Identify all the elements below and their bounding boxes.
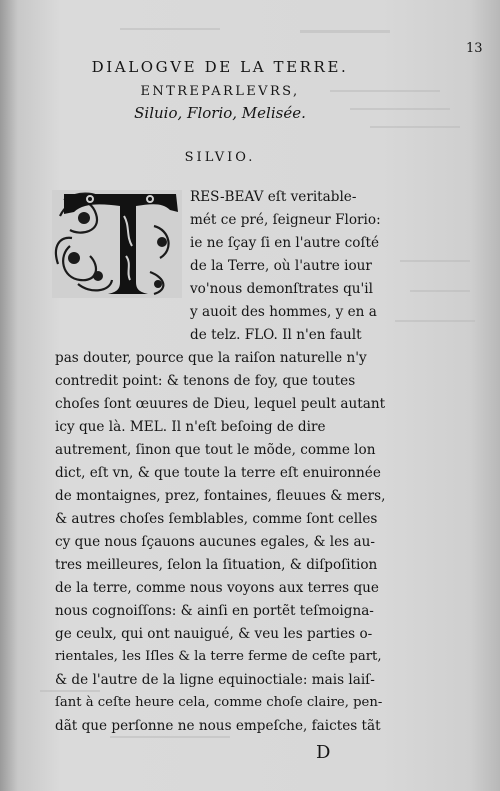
text-line: nous cognoiſſons: & ainſi en portẽt teſmoigna- [55,603,374,619]
text-line: pas douter, pource que la raiſon naturelle n'y [55,350,367,366]
text-line: rientales, les Iſles & la terre ferme de ceſte part, [55,649,382,664]
text-line: dãt que perſonne ne nous empeſche, faictes tãt [55,718,381,734]
text-line: & autres choſes ſemblables, comme ſont celles [55,511,378,527]
signature-mark: D [316,742,331,763]
ornament-dropcap-icon [50,186,184,300]
text-line: de la Terre, où l'autre iour [190,258,372,274]
text-line: ſant à ceſte heure cela, comme choſe claire, pen- [55,695,383,710]
running-head: DIALOGVE DE LA TERRE. [91,58,349,76]
text-line: y auoit des hommes, y en a [190,304,377,320]
text-line: vo'nous demonſtrates qu'il [190,281,373,297]
text-line: tres meilleures, ſelon la ſituation, & diſpoſition [55,557,378,573]
text-line: de la terre, comme nous voyons aux terres que [55,580,379,596]
text-line: & de l'autre de la ligne equinoctiale: mais laiſ- [55,672,375,688]
text-line: de montaignes, prez, fontaines, fleuues & mers, [55,488,386,504]
text-line: de telz. FLO. Il n'en fault [190,327,362,343]
text-line: ie ne ſçay ſi en l'autre coſté [190,235,380,251]
text-line: autrement, ſinon que tout le mõde, comme lon [55,442,376,458]
page-number: 13 [466,41,483,56]
speakers-list: Siluio, Florio, Melisée. [134,104,306,122]
section-speaker: SILVIO. [184,150,256,165]
text-line: dict, eſt vn, & que toute la terre eſt enuironnée [55,465,381,481]
decorated-initial [50,186,184,300]
text-line: contredit point: & tenons de foy, que toutes [55,373,356,389]
text-line: icy que là. MEL. Il n'eſt beſoing de dire [55,419,326,435]
text-line: ge ceulx, qui ont nauigué, & veu les parties o- [55,626,373,642]
subheading: ENTREPARLEVRS, [140,84,300,99]
text-line: choſes ſont œuures de Dieu, lequel peult autant [55,396,386,412]
text-line: cy que nous ſçauons aucunes egales, & les au- [55,534,375,550]
text-line: RES-BEAV eſt veritable- [190,189,357,205]
text-line: mét ce pré, ſeigneur Florio: [190,212,381,228]
